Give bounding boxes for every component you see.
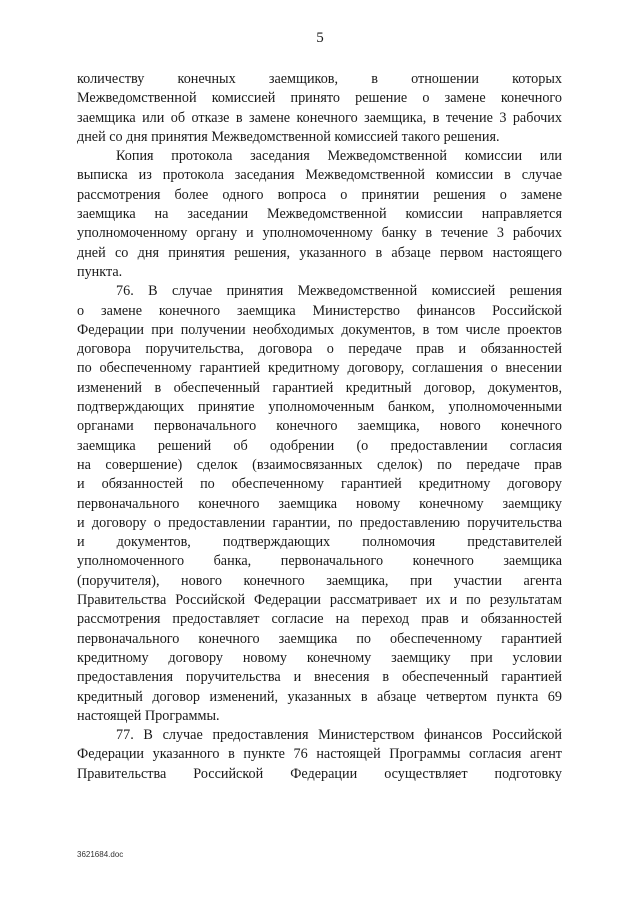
text-line: Копия протокола заседания Межведомственной комиссии или	[116, 148, 562, 165]
text-line: подтверждающих принятие уполномоченным банком, уполномоченными	[77, 399, 562, 416]
text-line: рассмотрения предоставляет согласие на переход прав и обязанностей	[77, 611, 562, 628]
text-line: количеству конечных заемщиков, в отношении которых	[77, 71, 562, 87]
text-line: 77. В случае предоставления Министерством финансов Российской	[116, 727, 562, 744]
text-line: (поручителя), нового конечного заемщика, при участии агента	[77, 572, 562, 589]
text-line: рассмотрения более одного вопроса о принятии решения о замене	[77, 186, 562, 203]
text-line: дней со дня принятия решения, указанного в абзаце первом настоящего	[77, 244, 562, 261]
text-line: выписка из протокола заседания Межведомственной комиссии в случае	[77, 167, 562, 184]
text-line: и документов, подтверждающих полномочия представителей	[77, 534, 562, 551]
text-line: уполномоченному органу и уполномоченному банку в течение 3 рабочих	[77, 225, 562, 242]
document-body	[77, 70, 562, 784]
text-line: настоящей Программы.	[77, 707, 220, 724]
text-line: заемщика или об отказе в замене конечного заемщика, в течение 3 рабочих	[77, 109, 562, 126]
text-line: заемщика на заседании Межведомственной комиссии направляется	[77, 206, 562, 223]
text-line: изменений в обеспеченный гарантией кредитный договор, документов,	[77, 379, 562, 396]
text-line: договора поручительства, договора о передаче прав и обязанностей	[77, 341, 562, 358]
text-line: Правительства Российской Федерации рассматривает их и по результатам	[77, 592, 562, 609]
text-line: Федерации при получении необходимых документов, в том числе проектов	[77, 321, 562, 338]
text-line: кредитный договор изменений, указанных в абзаце четвертом пункта 69	[77, 688, 562, 705]
paragraph	[77, 282, 562, 726]
text-line: первоначального конечного заемщика по обеспеченному гарантией	[77, 630, 562, 647]
paragraph	[77, 726, 562, 784]
text-line: по обеспеченному гарантией кредитному договору, соглашения о внесении	[77, 360, 562, 377]
text-line: пункта.	[77, 263, 123, 280]
text-line: органами первоначального конечного заемщика, нового конечного	[77, 418, 562, 435]
text-line: 76. В случае принятия Межведомственной комиссией решения	[116, 283, 562, 300]
text-line: Межведомственной комиссией принято решение о замене конечного	[77, 90, 562, 107]
text-line: уполномоченного банка, первоначального конечного заемщика	[77, 553, 562, 570]
text-line: Правительства Российской Федерации осуществляет подготовку	[77, 765, 562, 782]
text-line: о замене конечного заемщика Министерство финансов Российской	[77, 302, 562, 319]
text-line: дней со дня принятия Межведомственной комиссией такого решения.	[77, 128, 500, 145]
text-line: предоставления поручительства и внесения в обеспеченный гарантией	[77, 669, 562, 686]
paragraph	[77, 70, 562, 147]
text-line: кредитному договору новому конечному заемщику при условии	[77, 649, 562, 666]
text-line: первоначального конечного заемщика новому конечному заемщику	[77, 495, 562, 512]
text-line: на совершение) сделок (взаимосвязанных сделок) по передаче прав	[77, 456, 562, 473]
text-line: и обязанностей по обеспеченному гарантией кредитному договору	[77, 476, 562, 493]
text-line: и договору о предоставлении гарантии, по предоставлению поручительства	[77, 514, 562, 531]
text-line: заемщика решений об одобрении (о предоставлении согласия	[77, 437, 562, 454]
text-line: Федерации указанного в пункте 76 настоящей Программы согласия агент	[77, 746, 562, 763]
footer-file-name: 3621684.doc	[77, 850, 124, 859]
paragraph	[77, 147, 562, 282]
page-number: 5	[316, 30, 324, 46]
